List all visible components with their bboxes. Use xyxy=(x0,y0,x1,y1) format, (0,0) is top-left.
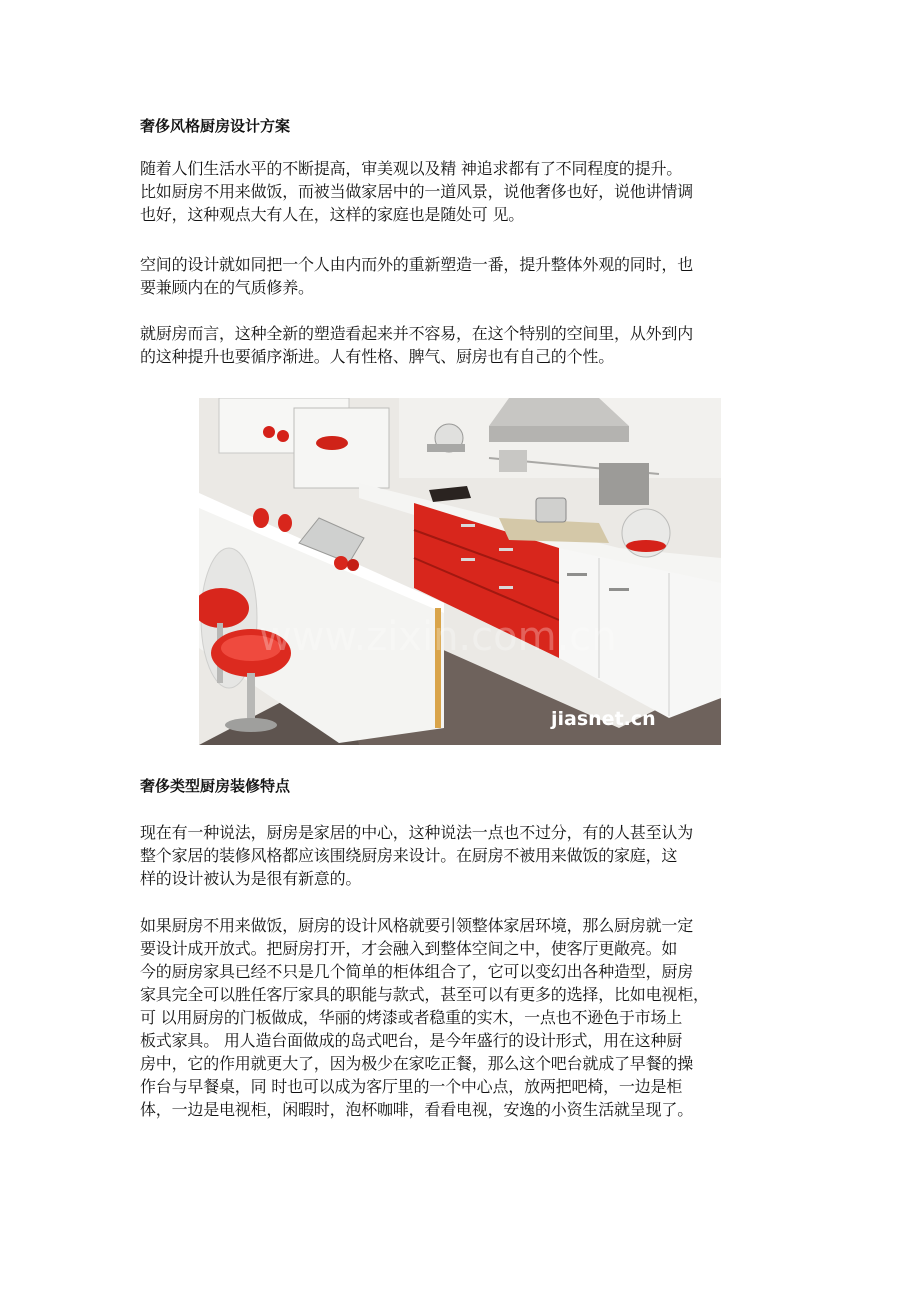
paragraph-2 xyxy=(140,253,785,299)
text-line: 可 以用厨房的门板做成，华丽的烤漆或者稳重的实木，一点也不逊色于市场上 xyxy=(140,1008,683,1027)
text-line: 就厨房而言，这种全新的塑造看起来并不容易，在这个特别的空间里，从外到内 xyxy=(140,324,694,343)
paragraph-1 xyxy=(140,157,785,226)
text-line: 比如厨房不用来做饭，而被当做家居中的一道风景，说他奢侈也好，说他讲情调 xyxy=(140,182,694,201)
text-line: 空间的设计就如同把一个人由内而外的重新塑造一番，提升整体外观的同时，也 xyxy=(140,255,694,274)
section-title-luxury-kitchen-design: 奢侈风格厨房设计方案 xyxy=(140,117,291,135)
section-title-luxury-kitchen-features: 奢侈类型厨房装修特点 xyxy=(140,777,291,795)
text-line: 如果厨房不用来做饭，厨房的设计风格就要引领整体家居环境，那么厨房就一定 xyxy=(140,916,694,935)
text-line: 体，一边是电视柜，闲暇时，泡杯咖啡，看看电视，安逸的小资生活就呈现了。 xyxy=(140,1100,694,1119)
text-line: 的这种提升也要循序渐进。人有性格、脾气、厨房也有自己的个性。 xyxy=(140,347,615,366)
text-line: 要设计成开放式。把厨房打开，才会融入到整体空间之中，使客厅更敞亮。如 xyxy=(140,939,678,958)
photo-watermark-brand: jiasnet.cn xyxy=(551,708,656,730)
paragraph-3 xyxy=(140,322,785,368)
text-line: 作台与早餐桌，同 时也可以成为客厅里的一个中心点，放两把吧椅，一边是柜 xyxy=(140,1077,683,1096)
text-line: 板式家具。 用人造台面做成的岛式吧台，是今年盛行的设计形式，用在这种厨 xyxy=(140,1031,683,1050)
text-line: 整个家居的装修风格都应该围绕厨房来设计。在厨房不被用来做饭的家庭，这 xyxy=(140,846,678,865)
text-line: 现在有一种说法，厨房是家居的中心，这种说法一点也不过分，有的人甚至认为 xyxy=(140,823,694,842)
text-line: 今的厨房家具已经不只是几个简单的柜体组合了，它可以变幻出各种造型，厨房 xyxy=(140,962,694,981)
photo-watermark-site: www.zixin.com.cn xyxy=(259,614,617,660)
text-line: 要兼顾内在的气质修养。 xyxy=(140,278,314,297)
kitchen-photo xyxy=(199,398,721,745)
text-line: 家具完全可以胜任客厅家具的职能与款式，甚至可以有更多的选择，比如电视柜， xyxy=(140,985,709,1004)
paragraph-5 xyxy=(140,914,785,1121)
text-line: 房中，它的作用就更大了，因为极少在家吃正餐，那么这个吧台就成了早餐的操 xyxy=(140,1054,694,1073)
text-line: 样的设计被认为是很有新意的。 xyxy=(140,869,362,888)
text-line: 也好，这种观点大有人在，这样的家庭也是随处可 见。 xyxy=(140,205,525,224)
paragraph-4 xyxy=(140,821,785,890)
text-line: 随着人们生活水平的不断提高，审美观以及精 神追求都有了不同程度的提升。 xyxy=(140,159,683,178)
